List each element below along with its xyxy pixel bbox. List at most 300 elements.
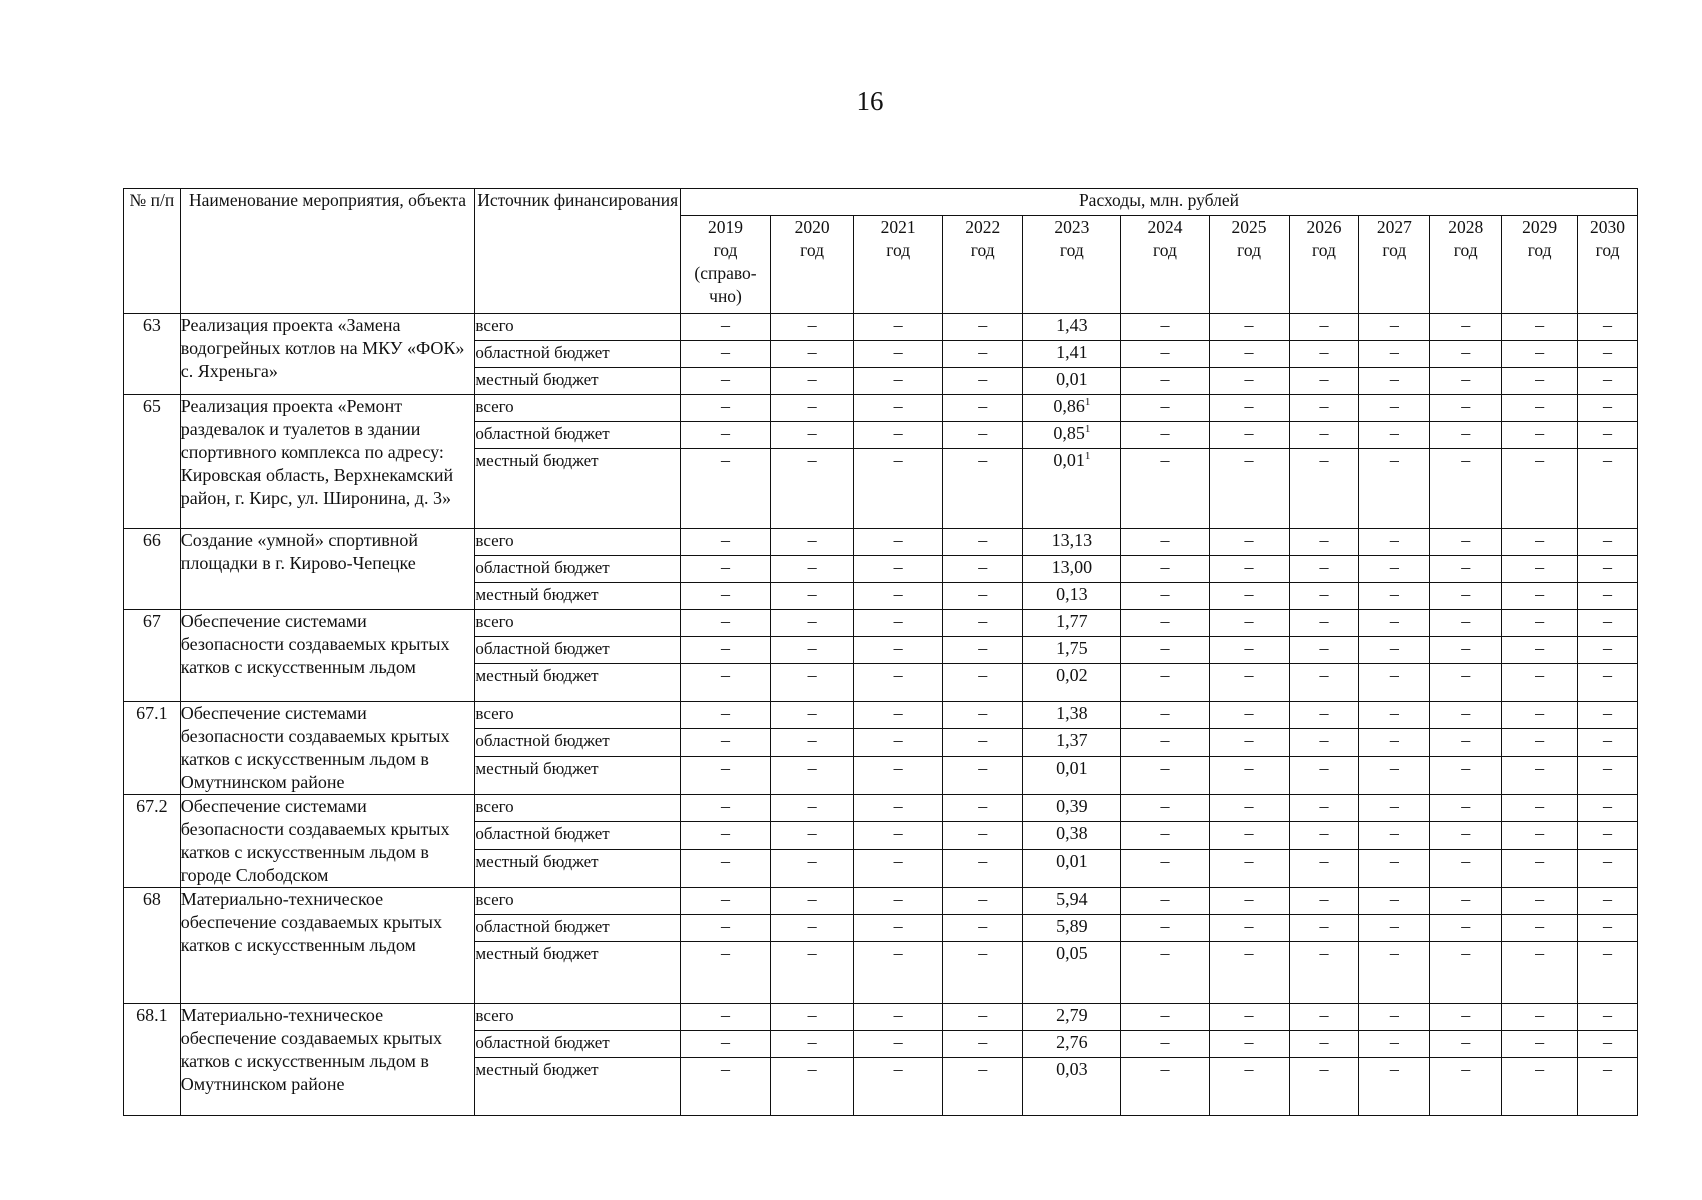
value-dash: –	[1209, 942, 1289, 1004]
row-name: Создание «умной» спортивной площадки в г. Кирово-Чепецке	[180, 529, 475, 610]
value-dash: –	[854, 664, 943, 702]
value-dash: –	[1121, 795, 1209, 822]
value-dash: –	[943, 795, 1023, 822]
value-dash: –	[680, 449, 770, 529]
value-dash: –	[1289, 888, 1359, 915]
value-dash: –	[1209, 449, 1289, 529]
footnote-mark: 1	[1084, 450, 1091, 462]
value-dash: –	[943, 637, 1023, 664]
value-dash: –	[680, 583, 770, 610]
value-dash: –	[680, 422, 770, 449]
value-dash: –	[1289, 529, 1359, 556]
row-source: местный бюджет	[475, 849, 681, 887]
value-dash: –	[1209, 556, 1289, 583]
header-year-number: 2028	[1448, 217, 1484, 237]
value-dash: –	[1289, 422, 1359, 449]
row-source: местный бюджет	[475, 583, 681, 610]
value-dash: –	[854, 729, 943, 756]
value-2023: 0,13	[1023, 583, 1121, 610]
value-dash: –	[854, 1058, 943, 1116]
value-dash: –	[1578, 449, 1638, 529]
table-row	[124, 314, 1638, 341]
value-dash: –	[1121, 449, 1209, 529]
value-dash: –	[943, 422, 1023, 449]
budget-table	[123, 188, 1638, 1116]
value-dash: –	[1502, 637, 1578, 664]
row-source: всего	[475, 395, 681, 422]
value-dash: –	[1359, 915, 1430, 942]
row-source: местный бюджет	[475, 942, 681, 1004]
header-year-number: 2022	[965, 217, 1001, 237]
value-dash: –	[1121, 556, 1209, 583]
header-year-2025	[1209, 216, 1289, 314]
table-row	[124, 795, 1638, 822]
value-dash: –	[1289, 610, 1359, 637]
value-dash: –	[1121, 822, 1209, 849]
value-dash: –	[854, 1031, 943, 1058]
table-row	[124, 529, 1638, 556]
header-year-number: 2024	[1147, 217, 1183, 237]
row-source: местный бюджет	[475, 756, 681, 794]
row-source: всего	[475, 702, 681, 729]
value-dash: –	[680, 849, 770, 887]
header-year-label: год	[1153, 240, 1177, 260]
value-dash: –	[1359, 888, 1430, 915]
header-year-2027	[1359, 216, 1430, 314]
value-dash: –	[854, 610, 943, 637]
value-dash: –	[1578, 1004, 1638, 1031]
value-dash: –	[943, 395, 1023, 422]
value-dash: –	[943, 729, 1023, 756]
value-dash: –	[1209, 756, 1289, 794]
value-dash: –	[1502, 756, 1578, 794]
value-dash: –	[854, 422, 943, 449]
value-dash: –	[1121, 729, 1209, 756]
row-source: областной бюджет	[475, 729, 681, 756]
header-year-number: 2030	[1590, 217, 1626, 237]
row-name: Материально-техническое обеспечение создаваемых крытых катков с искусственным льдом	[180, 888, 475, 1004]
value-dash: –	[1289, 942, 1359, 1004]
value-dash: –	[771, 556, 854, 583]
value-dash: –	[1121, 942, 1209, 1004]
value-dash: –	[771, 915, 854, 942]
value-dash: –	[1289, 849, 1359, 887]
value-dash: –	[1578, 637, 1638, 664]
value-dash: –	[1578, 529, 1638, 556]
value-dash: –	[1502, 915, 1578, 942]
value-dash: –	[771, 529, 854, 556]
value-dash: –	[1209, 341, 1289, 368]
value-dash: –	[943, 702, 1023, 729]
value-dash: –	[1121, 1058, 1209, 1116]
value-dash: –	[1359, 795, 1430, 822]
value-dash: –	[1578, 729, 1638, 756]
value-dash: –	[680, 795, 770, 822]
value-dash: –	[854, 756, 943, 794]
value-dash: –	[943, 915, 1023, 942]
value-2023: 0,03	[1023, 1058, 1121, 1116]
value-dash: –	[943, 314, 1023, 341]
value-dash: –	[771, 395, 854, 422]
value-dash: –	[943, 1004, 1023, 1031]
row-source: местный бюджет	[475, 1058, 681, 1116]
value-2023: 1,41	[1023, 341, 1121, 368]
value-dash: –	[1502, 664, 1578, 702]
value-dash: –	[771, 1004, 854, 1031]
row-name: Обеспечение системами безопасности создаваемых крытых катков с искусственным льдом в городе Слободском	[180, 795, 475, 888]
table-row	[124, 395, 1638, 422]
value-dash: –	[1502, 556, 1578, 583]
value-dash: –	[1121, 756, 1209, 794]
value-dash: –	[1502, 341, 1578, 368]
header-year-note: (справо-чно)	[694, 263, 757, 306]
value-dash: –	[1121, 664, 1209, 702]
value-dash: –	[1289, 795, 1359, 822]
value-dash: –	[771, 664, 854, 702]
value-dash: –	[1578, 822, 1638, 849]
row-number: 67.1	[124, 702, 181, 795]
value-dash: –	[854, 556, 943, 583]
value-dash: –	[1209, 849, 1289, 887]
value-dash: –	[1430, 368, 1502, 395]
value-dash: –	[680, 1058, 770, 1116]
value-dash: –	[1430, 915, 1502, 942]
header-year-label: год	[886, 240, 911, 260]
value-dash: –	[1502, 888, 1578, 915]
value-dash: –	[1359, 729, 1430, 756]
value-dash: –	[1209, 822, 1289, 849]
header-year-label: год	[1382, 240, 1407, 260]
value-dash: –	[1289, 395, 1359, 422]
value-dash: –	[1430, 849, 1502, 887]
value-dash: –	[1502, 1058, 1578, 1116]
row-number: 65	[124, 395, 181, 529]
value-dash: –	[1121, 341, 1209, 368]
header-year-number: 2025	[1231, 217, 1267, 237]
table-row	[124, 1004, 1638, 1031]
value-dash: –	[1359, 610, 1430, 637]
value-dash: –	[680, 822, 770, 849]
value-dash: –	[1430, 314, 1502, 341]
header-year-label: год	[1312, 240, 1336, 260]
value-dash: –	[1430, 637, 1502, 664]
value-dash: –	[771, 942, 854, 1004]
value-2023: 13,00	[1023, 556, 1121, 583]
value-dash: –	[854, 368, 943, 395]
header-expenses: Расходы, млн. рублей	[680, 189, 1637, 216]
value-dash: –	[1578, 556, 1638, 583]
value-dash: –	[1502, 729, 1578, 756]
value-dash: –	[680, 529, 770, 556]
value-2023: 0,01$^1$	[1023, 449, 1121, 529]
value-2023: 13,13	[1023, 529, 1121, 556]
value-dash: –	[1209, 664, 1289, 702]
value-dash: –	[943, 822, 1023, 849]
value-dash: –	[1430, 1004, 1502, 1031]
value-dash: –	[1209, 314, 1289, 341]
value-dash: –	[943, 849, 1023, 887]
value-2023: 0,01	[1023, 849, 1121, 887]
value-dash: –	[1121, 314, 1209, 341]
value-dash: –	[1289, 556, 1359, 583]
row-source: областной бюджет	[475, 556, 681, 583]
value-dash: –	[1209, 1058, 1289, 1116]
value-dash: –	[1430, 756, 1502, 794]
value-dash: –	[1359, 556, 1430, 583]
value-2023: 2,76	[1023, 1031, 1121, 1058]
row-source: областной бюджет	[475, 915, 681, 942]
value-dash: –	[1578, 368, 1638, 395]
header-name: Наименование мероприятия, объекта	[180, 189, 475, 314]
value-dash: –	[771, 702, 854, 729]
value-dash: –	[854, 822, 943, 849]
value-dash: –	[1359, 341, 1430, 368]
header-year-2020	[771, 216, 854, 314]
table-row	[124, 888, 1638, 915]
header-year-label: год	[713, 240, 738, 260]
value-dash: –	[854, 637, 943, 664]
value-dash: –	[1289, 583, 1359, 610]
value-dash: –	[854, 702, 943, 729]
value-dash: –	[1578, 1058, 1638, 1116]
value-dash: –	[1209, 729, 1289, 756]
value-dash: –	[771, 849, 854, 887]
value-dash: –	[680, 756, 770, 794]
value-2023: 0,02	[1023, 664, 1121, 702]
value-dash: –	[854, 449, 943, 529]
value-dash: –	[1209, 1031, 1289, 1058]
value-dash: –	[1289, 822, 1359, 849]
row-name: Реализация проекта «Замена водогрейных котлов на МКУ «ФОК» с. Яхреньга»	[180, 314, 475, 395]
value-dash: –	[771, 1058, 854, 1116]
value-dash: –	[1121, 368, 1209, 395]
value-dash: –	[1502, 449, 1578, 529]
value-dash: –	[1359, 583, 1430, 610]
row-number: 67.2	[124, 795, 181, 888]
value-dash: –	[943, 610, 1023, 637]
value-dash: –	[943, 756, 1023, 794]
value-dash: –	[1502, 822, 1578, 849]
row-name: Реализация проекта «Ремонт раздевалок и туалетов в здании спортивного комплекса по адресу: Кировская область, Верхнекамский район, г. Кирс, ул. Широнина, д. 3»	[180, 395, 475, 529]
header-source: Источник финансирования	[475, 189, 681, 314]
value-dash: –	[943, 368, 1023, 395]
value-dash: –	[680, 395, 770, 422]
value-dash: –	[1502, 395, 1578, 422]
value-dash: –	[943, 583, 1023, 610]
value-dash: –	[943, 341, 1023, 368]
value-dash: –	[680, 368, 770, 395]
value-dash: –	[1359, 756, 1430, 794]
value-dash: –	[1578, 849, 1638, 887]
value-dash: –	[680, 637, 770, 664]
value-dash: –	[1209, 395, 1289, 422]
value-dash: –	[771, 610, 854, 637]
value-dash: –	[1578, 942, 1638, 1004]
value-dash: –	[854, 583, 943, 610]
value-dash: –	[1121, 637, 1209, 664]
row-name: Обеспечение системами безопасности создаваемых крытых катков с искусственным льдом в Омутнинском районе	[180, 702, 475, 795]
value-dash: –	[1430, 583, 1502, 610]
header-year-label: год	[1527, 240, 1552, 260]
value-dash: –	[1430, 942, 1502, 1004]
value-dash: –	[1209, 529, 1289, 556]
row-name: Материально-техническое обеспечение создаваемых крытых катков с искусственным льдом в Омутнинском районе	[180, 1004, 475, 1116]
header-year-number: 2019	[708, 217, 744, 237]
value-dash: –	[1578, 610, 1638, 637]
value-dash: –	[1289, 664, 1359, 702]
header-year-number: 2026	[1306, 217, 1342, 237]
value-dash: –	[1578, 395, 1638, 422]
header-year-label: год	[1595, 240, 1620, 260]
table-body	[124, 314, 1638, 1116]
value-dash: –	[1359, 849, 1430, 887]
header-year-2026	[1289, 216, 1359, 314]
value-2023: 1,43	[1023, 314, 1121, 341]
value-dash: –	[1289, 637, 1359, 664]
value-dash: –	[771, 314, 854, 341]
value-dash: –	[1359, 702, 1430, 729]
value-dash: –	[1359, 942, 1430, 1004]
value-dash: –	[1430, 610, 1502, 637]
header-year-2022	[943, 216, 1023, 314]
value-dash: –	[1578, 314, 1638, 341]
value-dash: –	[943, 556, 1023, 583]
header-year-2021	[854, 216, 943, 314]
value-dash: –	[1209, 422, 1289, 449]
value-dash: –	[1578, 702, 1638, 729]
value-dash: –	[1502, 849, 1578, 887]
value-dash: –	[943, 449, 1023, 529]
value-dash: –	[1502, 702, 1578, 729]
value-dash: –	[1121, 529, 1209, 556]
value-dash: –	[1359, 664, 1430, 702]
value-dash: –	[1289, 702, 1359, 729]
value-dash: –	[1578, 422, 1638, 449]
row-source: местный бюджет	[475, 449, 681, 529]
row-source: всего	[475, 1004, 681, 1031]
value-dash: –	[943, 1031, 1023, 1058]
row-source: всего	[475, 529, 681, 556]
row-number: 68	[124, 888, 181, 1004]
value-dash: –	[943, 888, 1023, 915]
value-dash: –	[943, 1058, 1023, 1116]
value-dash: –	[1502, 942, 1578, 1004]
value-dash: –	[1289, 1031, 1359, 1058]
value-dash: –	[1430, 422, 1502, 449]
value-dash: –	[1578, 756, 1638, 794]
row-number: 67	[124, 610, 181, 702]
value-dash: –	[1209, 795, 1289, 822]
value-dash: –	[771, 888, 854, 915]
value-dash: –	[1359, 1004, 1430, 1031]
value-dash: –	[771, 341, 854, 368]
header-year-2023	[1023, 216, 1121, 314]
value-2023: 0,85$^1$	[1023, 422, 1121, 449]
footnote-mark: 1	[1084, 396, 1091, 408]
value-dash: –	[854, 395, 943, 422]
value-dash: –	[1430, 888, 1502, 915]
value-dash: –	[771, 729, 854, 756]
value-dash: –	[771, 368, 854, 395]
value-dash: –	[680, 556, 770, 583]
value-dash: –	[1121, 702, 1209, 729]
value-dash: –	[1209, 637, 1289, 664]
value-dash: –	[1289, 1058, 1359, 1116]
value-dash: –	[1359, 529, 1430, 556]
value-dash: –	[680, 1031, 770, 1058]
value-dash: –	[1502, 422, 1578, 449]
value-2023: 5,94	[1023, 888, 1121, 915]
value-dash: –	[771, 1031, 854, 1058]
value-dash: –	[943, 529, 1023, 556]
value-2023: 0,05	[1023, 942, 1121, 1004]
value-dash: –	[1289, 1004, 1359, 1031]
value-dash: –	[1359, 422, 1430, 449]
value-dash: –	[1289, 314, 1359, 341]
value-dash: –	[1359, 314, 1430, 341]
value-dash: –	[1430, 395, 1502, 422]
header-year-label: год	[1237, 240, 1261, 260]
value-dash: –	[1430, 1058, 1502, 1116]
value-2023: 2,79	[1023, 1004, 1121, 1031]
value-dash: –	[680, 942, 770, 1004]
table-header	[124, 189, 1638, 314]
value-dash: –	[1578, 664, 1638, 702]
value-dash: –	[1578, 583, 1638, 610]
value-dash: –	[1359, 395, 1430, 422]
table-row	[124, 702, 1638, 729]
value-dash: –	[1121, 610, 1209, 637]
value-dash: –	[1121, 395, 1209, 422]
value-dash: –	[1121, 1004, 1209, 1031]
row-source: областной бюджет	[475, 341, 681, 368]
header-year-2019	[680, 216, 770, 314]
value-dash: –	[1578, 915, 1638, 942]
footnote-mark: 1	[1084, 423, 1091, 435]
value-dash: –	[1209, 1004, 1289, 1031]
header-year-2029	[1502, 216, 1578, 314]
row-source: местный бюджет	[475, 368, 681, 395]
value-dash: –	[1359, 368, 1430, 395]
value-dash: –	[680, 915, 770, 942]
value-dash: –	[1430, 1031, 1502, 1058]
value-dash: –	[1209, 583, 1289, 610]
value-dash: –	[1209, 610, 1289, 637]
value-dash: –	[1578, 795, 1638, 822]
row-source: областной бюджет	[475, 1031, 681, 1058]
value-dash: –	[1121, 849, 1209, 887]
value-2023: 0,38	[1023, 822, 1121, 849]
header-year-2030	[1578, 216, 1638, 314]
value-dash: –	[1502, 314, 1578, 341]
value-2023: 5,89	[1023, 915, 1121, 942]
header-year-2028	[1430, 216, 1502, 314]
value-2023: 1,75	[1023, 637, 1121, 664]
value-dash: –	[1121, 1031, 1209, 1058]
value-dash: –	[1121, 583, 1209, 610]
row-source: всего	[475, 795, 681, 822]
header-year-number: 2029	[1522, 217, 1558, 237]
value-dash: –	[1502, 610, 1578, 637]
value-dash: –	[1578, 1031, 1638, 1058]
value-dash: –	[1289, 368, 1359, 395]
value-dash: –	[1289, 915, 1359, 942]
value-dash: –	[1359, 1058, 1430, 1116]
value-dash: –	[771, 637, 854, 664]
value-dash: –	[1502, 1004, 1578, 1031]
value-dash: –	[771, 422, 854, 449]
header-year-number: 2027	[1376, 217, 1412, 237]
